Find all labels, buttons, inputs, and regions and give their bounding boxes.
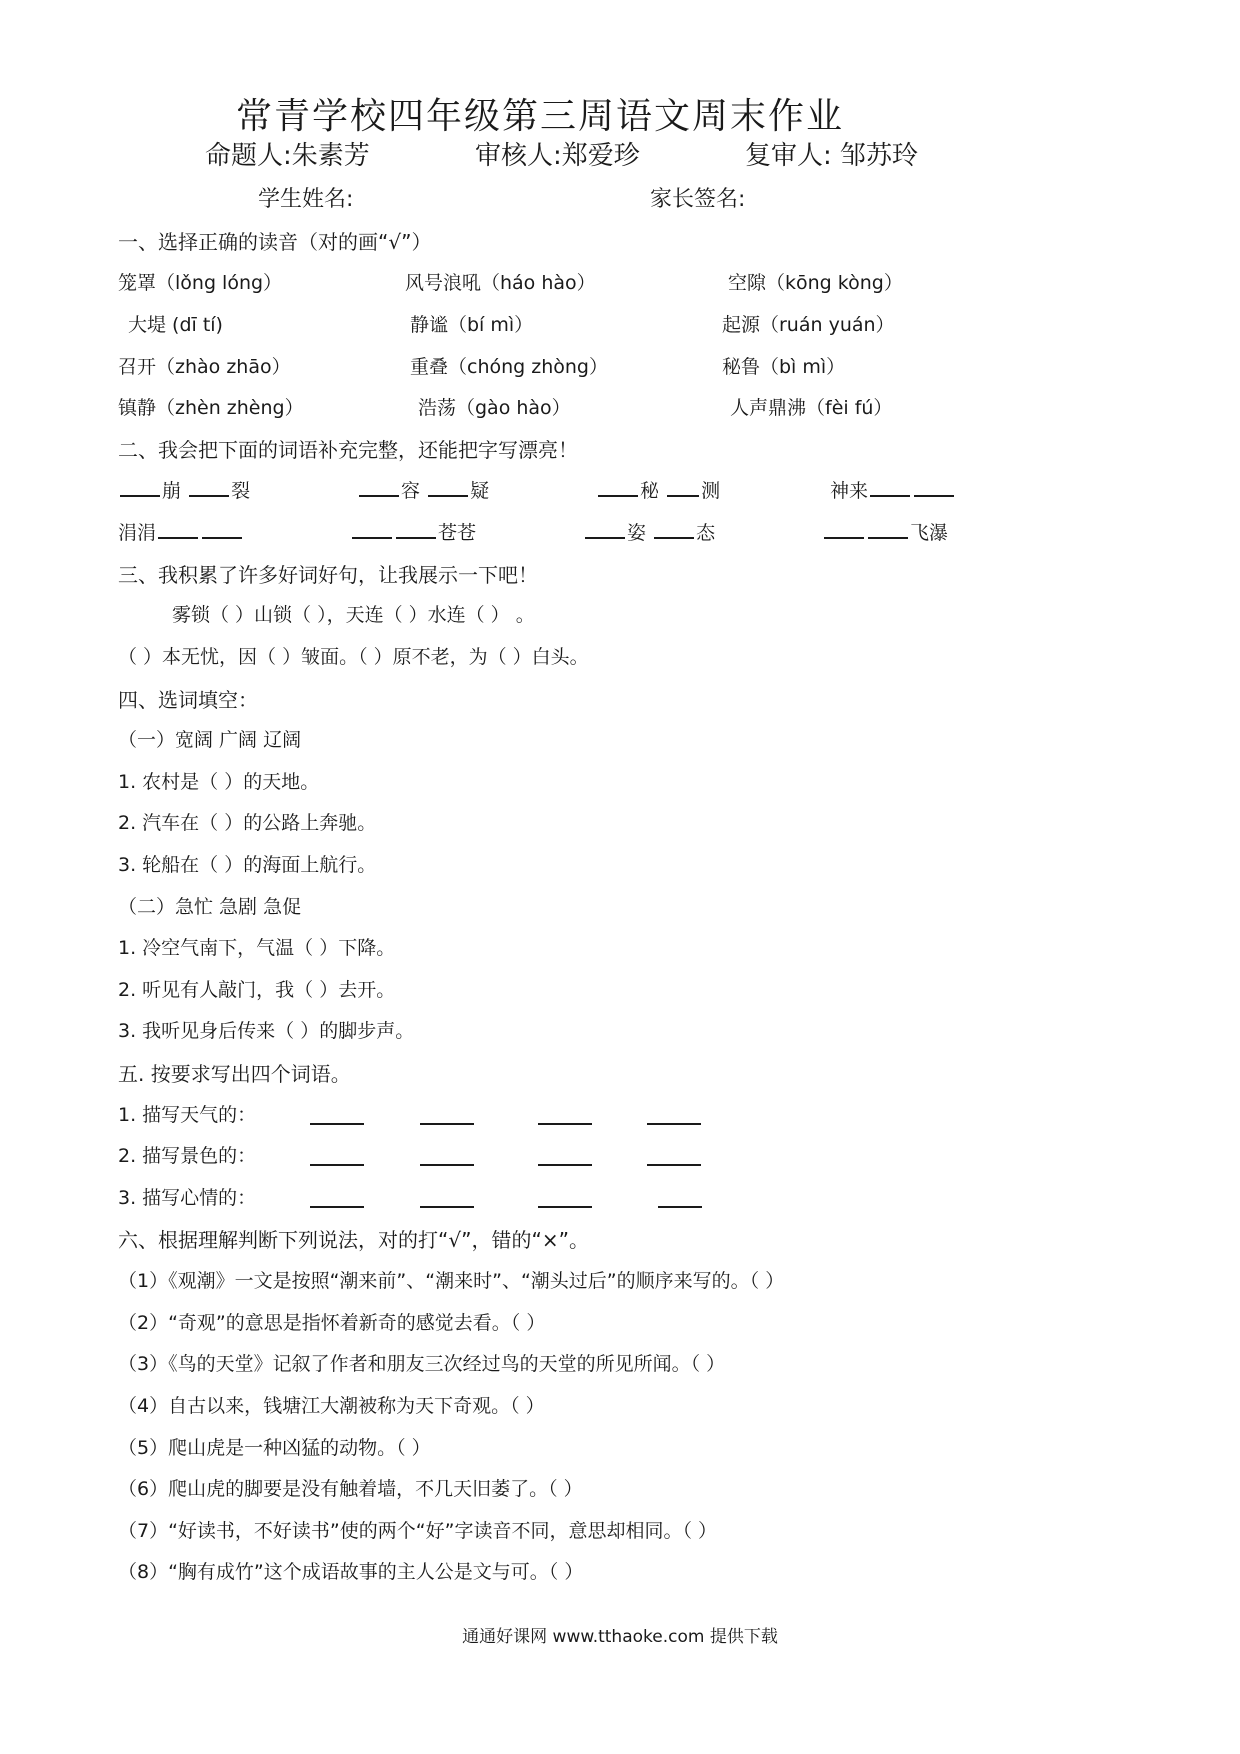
fill-sentence: 1. 农村是（ ）的天地。 — [118, 771, 320, 793]
couplet-line: （ ）本无忧，因（ ）皱面。（ ）原不老，为（ ）白头。 — [118, 646, 589, 668]
blank[interactable] — [420, 1205, 474, 1208]
blank[interactable] — [428, 494, 468, 497]
pinyin-item: 浩荡（gào hào） — [418, 397, 571, 419]
judge-item: （3）《鸟的天堂》记叙了作者和朋友三次经过鸟的天堂的所见所闻。（ ） — [118, 1353, 726, 1375]
blank[interactable] — [352, 536, 392, 539]
rereviewer: 复审人: 邹苏玲 — [745, 141, 919, 171]
page-title: 常青学校四年级第三周语文周末作业 — [235, 96, 844, 137]
pinyin-item: 风号浪吼（háo hào） — [405, 272, 596, 294]
judge-item: （6）爬山虎的脚要是没有触着墙，不几天旧萎了。（ ） — [118, 1478, 583, 1500]
student-name-label: 学生姓名: — [258, 187, 354, 212]
blank[interactable] — [914, 494, 954, 497]
fill-sentence: 2. 汽车在（ ）的公路上奔驰。 — [118, 812, 377, 834]
describe-item: 1. 描写天气的： — [118, 1104, 257, 1126]
blank[interactable] — [647, 1122, 701, 1125]
blank[interactable] — [189, 494, 229, 497]
blank[interactable] — [667, 494, 699, 497]
section-1-heading: 一、选择正确的读音（对的画“√”） — [118, 230, 432, 254]
pinyin-item: 重叠（chóng zhòng） — [410, 356, 608, 378]
section-2-heading: 二、我会把下面的词语补充完整，还能把字写漂亮！ — [118, 438, 578, 462]
pinyin-item: 召开（zhào zhāo） — [118, 356, 291, 378]
blank[interactable] — [420, 1163, 474, 1166]
fill-word-row: 神来 — [830, 476, 956, 503]
footer-source: 通通好课网 www.tthaoke.com 提供下载 — [462, 1627, 778, 1647]
blank[interactable] — [598, 494, 638, 497]
word-group-1: （一）宽阔 广阔 辽阔 — [118, 729, 302, 751]
fill-sentence: 3. 轮船在（ ）的海面上航行。 — [118, 854, 377, 876]
blank[interactable] — [647, 1163, 701, 1166]
author: 命题人:朱素芳 — [205, 141, 370, 171]
blank[interactable] — [538, 1205, 592, 1208]
blank[interactable] — [396, 536, 436, 539]
blank[interactable] — [868, 536, 908, 539]
blank[interactable] — [310, 1163, 364, 1166]
word-group-2: （二）急忙 急剧 急促 — [118, 896, 302, 918]
blank[interactable] — [359, 494, 399, 497]
blank[interactable] — [538, 1122, 592, 1125]
pinyin-item: 空隙（kōng kòng） — [728, 272, 903, 294]
reviewer: 审核人:郑爱珍 — [475, 141, 640, 171]
blank[interactable] — [658, 1205, 702, 1208]
section-4-heading: 四、选词填空： — [118, 688, 258, 712]
fill-word-row: 容 疑 — [357, 476, 489, 503]
pinyin-item: 静谧（bí mì） — [410, 314, 534, 336]
blank[interactable] — [120, 494, 160, 497]
blank[interactable] — [310, 1205, 364, 1208]
blank[interactable] — [824, 536, 864, 539]
pinyin-item: 笼罩（lǒng lóng） — [118, 272, 283, 294]
section-3-heading: 三、我积累了许多好词好句，让我展示一下吧！ — [118, 563, 538, 587]
section-5-heading: 五. 按要求写出四个词语。 — [118, 1062, 351, 1086]
blank[interactable] — [158, 536, 198, 539]
pinyin-item: 秘鲁（bì mì） — [722, 356, 846, 378]
blank[interactable] — [654, 536, 694, 539]
judge-item: （7）“好读书，不好读书”使的两个“好”字读音不同，意思却相同。（ ） — [118, 1520, 718, 1542]
blank[interactable] — [310, 1122, 364, 1125]
fill-word-row: 飞瀑 — [822, 518, 948, 545]
couplet-line: 雾锁（ ）山锁（ ），天连（ ）水连（ ） 。 — [172, 604, 535, 626]
describe-item: 3. 描写心情的： — [118, 1187, 257, 1209]
blank[interactable] — [585, 536, 625, 539]
pinyin-item: 起源（ruán yuán） — [722, 314, 895, 336]
pinyin-item: 大堤 (dī tí) — [128, 314, 223, 336]
fill-word-row: 涓涓 — [118, 518, 244, 545]
parent-signature-label: 家长签名: — [650, 187, 746, 212]
blank[interactable] — [870, 494, 910, 497]
fill-word-row: 姿 态 — [583, 518, 715, 545]
judge-item: （5）爬山虎是一种凶猛的动物。（ ） — [118, 1437, 431, 1459]
fill-sentence: 1. 冷空气南下，气温（ ）下降。 — [118, 937, 396, 959]
pinyin-item: 人声鼎沸（fèi fú） — [730, 397, 893, 419]
judge-item: （2）“奇观”的意思是指怀着新奇的感觉去看。（ ） — [118, 1312, 546, 1334]
fill-sentence: 2. 听见有人敲门，我（ ）去开。 — [118, 979, 396, 1001]
section-6-heading: 六、根据理解判断下列说法，对的打“√”，错的“×”。 — [118, 1228, 589, 1252]
fill-word-row: 苍苍 — [350, 518, 476, 545]
judge-item: （8）“胸有成竹”这个成语故事的主人公是文与可。（ ） — [118, 1561, 584, 1583]
judge-item: （4）自古以来，钱塘江大潮被称为天下奇观。（ ） — [118, 1395, 545, 1417]
fill-word-row: 崩 裂 — [118, 476, 250, 503]
blank[interactable] — [202, 536, 242, 539]
fill-word-row: 秘 测 — [596, 476, 720, 503]
blank[interactable] — [420, 1122, 474, 1125]
blank[interactable] — [538, 1163, 592, 1166]
describe-item: 2. 描写景色的： — [118, 1145, 257, 1167]
fill-sentence: 3. 我听见身后传来（ ）的脚步声。 — [118, 1020, 415, 1042]
pinyin-item: 镇静（zhèn zhèng） — [118, 397, 304, 419]
judge-item: （1）《观潮》一文是按照“潮来前”、“潮来时”、“潮头过后”的顺序来写的。（ ） — [118, 1270, 785, 1292]
